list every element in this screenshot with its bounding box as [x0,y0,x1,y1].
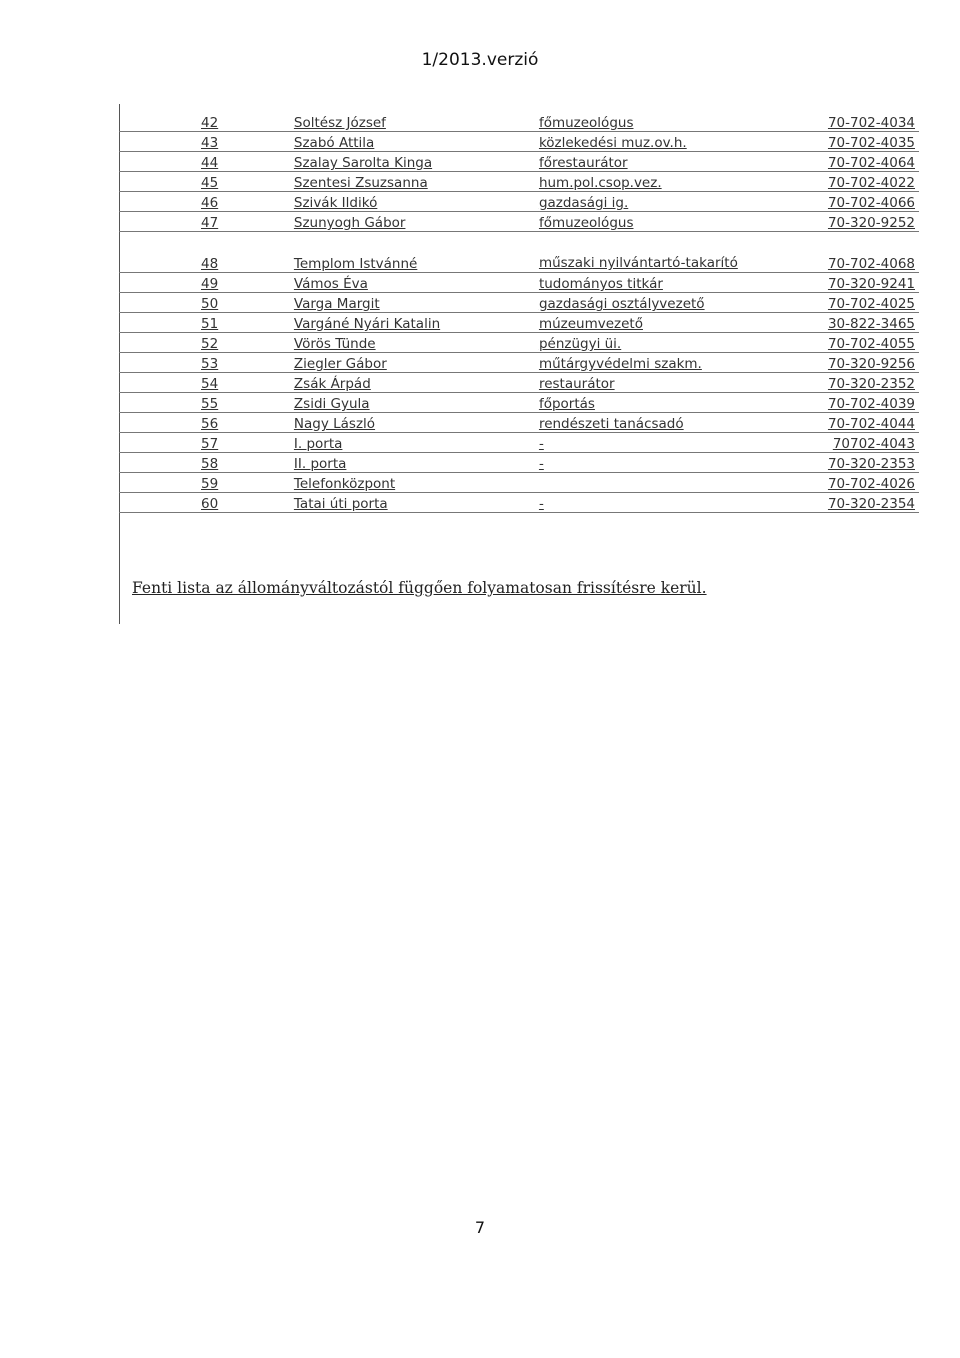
staff-name: I. porta [293,436,343,452]
phone-number-cell [806,293,919,313]
phone-number: 70-320-9241 [827,276,915,292]
staff-role: pénzügyi üi. [538,336,622,352]
row-number-cell [119,212,290,232]
phone-number: 70-320-2352 [827,376,915,392]
staff-name-cell [290,333,535,353]
staff-name-cell [290,232,535,273]
staff-role: főmuzeológus [538,115,634,131]
staff-role-cell [535,152,806,172]
row-number-cell [119,453,290,473]
table-row [119,453,919,473]
staff-role-cell [535,192,806,212]
table-row [119,293,919,313]
staff-name: Telefonközpont [293,476,396,492]
staff-role-cell [535,232,806,273]
table-row [119,313,919,333]
staff-name: Szivák Ildikó [293,195,378,211]
row-number: 56 [201,416,219,432]
phone-number-cell [806,112,919,132]
staff-name: Zsidi Gyula [293,396,370,412]
staff-name: Szabó Attila [293,135,375,151]
phone-number: 70-702-4044 [827,416,915,432]
row-number-cell [119,493,290,513]
table-row [119,152,919,172]
phone-number: 70-702-4026 [827,476,915,492]
staff-role-cell [535,112,806,132]
row-number: 55 [201,396,219,412]
table-row [119,212,919,232]
row-number: 53 [201,356,219,372]
row-number: 54 [201,376,219,392]
phone-number-cell [806,433,919,453]
phone-number: 70-702-4035 [827,135,915,151]
table-row [119,413,919,433]
row-number-cell [119,132,290,152]
row-number-cell [119,473,290,493]
row-number-cell [119,393,290,413]
row-number-cell [119,172,290,192]
phone-number: 70702-4043 [832,436,915,452]
phone-number: 70-702-4039 [827,396,915,412]
table-row [119,433,919,453]
row-number: 57 [201,436,219,452]
staff-name-cell [290,353,535,373]
phone-number: 70-702-4064 [827,155,915,171]
staff-name-cell [290,453,535,473]
phone-number-cell [806,313,919,333]
phone-number-cell [806,232,919,273]
phone-number: 70-702-4066 [827,195,915,211]
version-header: 1/2013.verzió [421,50,539,70]
staff-name: Vargáné Nyári Katalin [293,316,441,332]
row-number-cell [119,433,290,453]
row-number: 43 [201,135,219,151]
staff-role-cell [535,212,806,232]
row-number: 47 [201,215,219,231]
staff-name: Szunyogh Gábor [293,215,406,231]
row-number-cell [119,232,290,273]
phone-number-cell [806,473,919,493]
table-row [119,373,919,393]
phone-number-cell [806,393,919,413]
staff-role-cell [535,333,806,353]
table-row [119,473,919,493]
staff-name-cell [290,132,535,152]
staff-name-cell [290,192,535,212]
staff-role-cell [535,293,806,313]
row-number-cell [119,413,290,433]
row-number-cell [119,192,290,212]
staff-role-cell [535,172,806,192]
phone-number-cell [806,152,919,172]
staff-name: Vörös Tünde [293,336,376,352]
staff-role: hum.pol.csop.vez. [538,175,662,191]
staff-role-cell [535,433,806,453]
update-note: Fenti lista az állományváltozástól függően folyamatosan frissítésre kerül. [132,579,707,597]
phone-number-cell [806,132,919,152]
phone-number: 70-702-4068 [827,256,915,272]
table-row [119,493,919,513]
staff-name-cell [290,212,535,232]
staff-role: - [538,456,544,472]
staff-role: rendészeti tanácsadó [538,416,684,432]
staff-role-cell [535,453,806,473]
phone-number: 70-320-9252 [827,215,915,231]
phone-number: 70-320-9256 [827,356,915,372]
staff-role-cell [535,353,806,373]
page-number: 7 [474,1218,486,1237]
row-number: 52 [201,336,219,352]
table-body [119,112,919,513]
row-number: 45 [201,175,219,191]
staff-role: múzeumvezető [538,316,643,332]
staff-role: - [538,496,544,512]
row-number-cell [119,293,290,313]
table-row [119,333,919,353]
table-row [119,172,919,192]
row-number-cell [119,273,290,293]
table-row [119,353,919,373]
staff-role-cell [535,493,806,513]
phone-number-cell [806,453,919,473]
staff-name-cell [290,172,535,192]
phone-number: 70-320-2354 [827,496,915,512]
row-number-cell [119,333,290,353]
phone-number: 70-320-2353 [827,456,915,472]
staff-role-cell [535,313,806,333]
staff-name-cell [290,273,535,293]
staff-role: gazdasági osztályvezető [538,296,705,312]
staff-name-cell [290,433,535,453]
row-number: 51 [201,316,219,332]
staff-name-cell [290,473,535,493]
staff-name: Zsák Árpád [293,376,371,392]
staff-role-cell [535,473,806,493]
staff-name-cell [290,373,535,393]
row-number: 44 [201,155,219,171]
row-number: 48 [201,256,219,272]
staff-name: Ziegler Gábor [293,356,387,372]
phone-number: 30-822-3465 [827,316,915,332]
staff-name-cell [290,152,535,172]
table-row [119,132,919,152]
phone-number-cell [806,172,919,192]
phone-number-cell [806,493,919,513]
staff-role-cell [535,273,806,293]
staff-role: főrestaurátor [538,155,628,171]
table-row [119,192,919,212]
staff-role-cell [535,373,806,393]
staff-role: műtárgyvédelmi szakm. [538,356,702,372]
staff-name: Szentesi Zsuzsanna [293,175,428,191]
phone-number-cell [806,192,919,212]
phone-number-cell [806,212,919,232]
staff-name: Varga Margit [293,296,380,312]
staff-name: II. porta [293,456,347,472]
phone-number: 70-702-4025 [827,296,915,312]
row-number: 59 [201,476,219,492]
table-row [119,112,919,132]
staff-role: - [538,436,544,452]
staff-name: Vámos Éva [293,276,368,292]
row-number: 58 [201,456,219,472]
staff-name-cell [290,493,535,513]
phone-number: 70-702-4055 [827,336,915,352]
staff-name: Szalay Sarolta Kinga [293,155,433,171]
staff-role: restaurátor [538,376,615,392]
staff-phone-table [119,112,919,513]
table-row [119,393,919,413]
staff-role: gazdasági ig. [538,195,629,211]
staff-name: Soltész József [293,115,386,131]
staff-name-cell [290,313,535,333]
staff-role: főmuzeológus [538,215,634,231]
table-row [119,273,919,293]
row-number: 60 [201,496,219,512]
staff-role-cell [535,393,806,413]
phone-number-cell [806,373,919,393]
phone-number-cell [806,273,919,293]
staff-name-cell [290,112,535,132]
staff-name: Nagy László [293,416,376,432]
phone-number: 70-702-4034 [827,115,915,131]
row-number-cell [119,353,290,373]
staff-role-cell [535,132,806,152]
phone-number-cell [806,333,919,353]
phone-number-cell [806,413,919,433]
staff-name: Templom Istvánné [293,256,418,272]
staff-name: Tatai úti porta [293,496,388,512]
row-number: 46 [201,195,219,211]
phone-number: 70-702-4022 [827,175,915,191]
staff-role: műszaki nyilvántartó-takarító [538,255,738,271]
staff-name-cell [290,293,535,313]
row-number-cell [119,112,290,132]
staff-name-cell [290,393,535,413]
row-number: 50 [201,296,219,312]
row-number: 49 [201,276,219,292]
staff-role: közlekedési muz.ov.h. [538,135,687,151]
staff-role-cell [535,413,806,433]
row-number-cell [119,152,290,172]
row-number: 42 [201,115,219,131]
row-number-cell [119,313,290,333]
staff-role: főportás [538,396,595,412]
phone-number-cell [806,353,919,373]
row-number-cell [119,373,290,393]
staff-name-cell [290,413,535,433]
staff-role: tudományos titkár [538,276,663,292]
table-row [119,232,919,273]
